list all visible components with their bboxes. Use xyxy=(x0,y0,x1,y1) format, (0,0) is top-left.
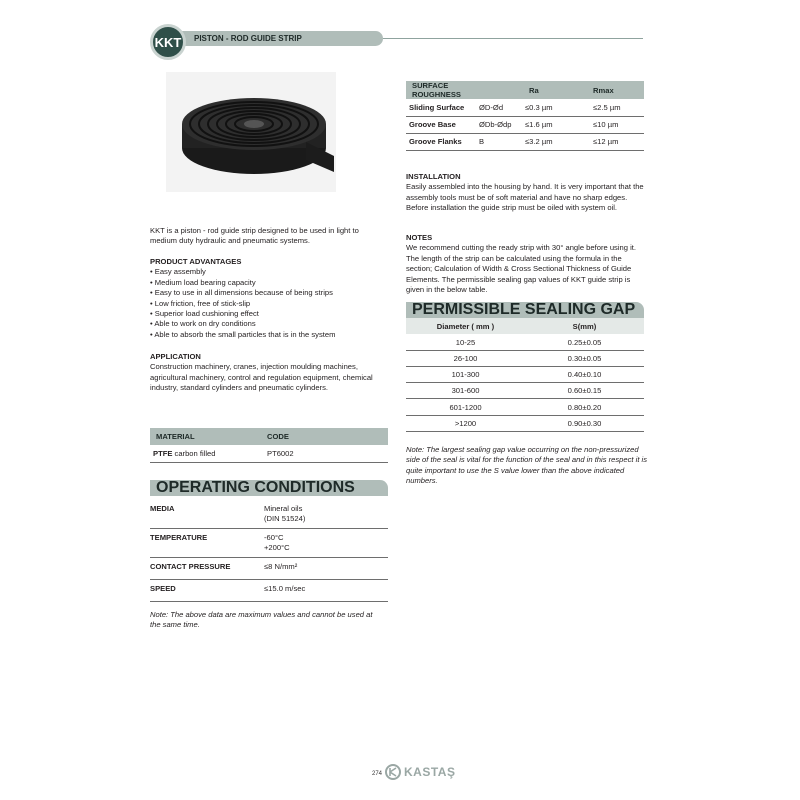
application-section xyxy=(150,352,386,394)
footer-logo xyxy=(385,764,455,780)
roughness-cell: ØD-Ød xyxy=(476,99,522,116)
roughness-cell: Groove Flanks xyxy=(406,133,476,150)
table-row xyxy=(406,133,644,150)
advantage-item: • Able to work on dry conditions xyxy=(150,319,256,329)
notes-section xyxy=(406,233,646,295)
table-row xyxy=(406,367,644,383)
advantage-item: • Easy to use in all dimensions because of being strips xyxy=(150,288,333,298)
header-title: PISTON - ROD GUIDE STRIP xyxy=(194,34,302,43)
notes-text: We recommend cutting the ready strip with 30° angle before using it. The length of the strip can be calculated using the formula in the section; Calculation of Width & Cross Sectional Thickness of Guide Elements. The permissible sealing gap values of KKT guide strip is given in the below table. xyxy=(406,243,636,295)
roughness-cell: ≤3.2 µm xyxy=(522,133,590,150)
notes-heading: NOTES xyxy=(406,233,433,242)
sealing-gap-table xyxy=(406,302,644,432)
surface-roughness-table xyxy=(406,81,644,151)
condition-value: -60°C +200°C xyxy=(264,532,290,553)
advantage-item: • Low friction, free of stick-slip xyxy=(150,298,251,308)
table-row xyxy=(150,580,388,602)
table-row xyxy=(150,529,388,558)
roughness-cell: ≤10 µm xyxy=(590,116,644,133)
header-badge: KKT xyxy=(150,24,186,60)
sealing-gap-note: Note: The largest sealing gap value occurring on the non-pressurized side of the seal is vital for the function of the seal and in this respect it is quite important to use the S value lower than the above indicated numbers. xyxy=(406,445,648,486)
roughness-col-header: Rmax xyxy=(593,85,614,95)
condition-key: MEDIA xyxy=(150,504,175,513)
sealing-gap-grid xyxy=(406,318,644,432)
roughness-col-header: Ra xyxy=(529,85,539,95)
header-title-bar xyxy=(178,31,383,46)
roughness-cell: ≤2.5 µm xyxy=(590,99,644,116)
page-number: 274 xyxy=(372,771,383,777)
gap-cell: 301-600 xyxy=(406,383,525,399)
sealing-gap-header xyxy=(406,318,644,334)
material-table xyxy=(150,428,388,463)
guide-strip-coil-icon xyxy=(166,72,336,192)
gap-cell: 101-300 xyxy=(406,367,525,383)
material-code: PT6002 xyxy=(264,445,388,462)
table-row xyxy=(150,445,388,462)
advantage-item: • Superior load cushioning effect xyxy=(150,309,259,319)
operating-conditions-table xyxy=(150,480,388,630)
brand-name: KASTAŞ xyxy=(404,765,456,779)
gap-cell: 0.30±0.05 xyxy=(525,350,644,366)
gap-cell: 0.90±0.30 xyxy=(525,415,644,431)
gap-col-header: Diameter ( mm ) xyxy=(406,318,525,334)
advantages-section xyxy=(150,257,386,340)
condition-key: SPEED xyxy=(150,583,176,593)
table-row xyxy=(406,99,644,116)
code-col-header: CODE xyxy=(267,432,289,441)
gap-cell: 601-1200 xyxy=(406,399,525,415)
gap-cell: 0.80±0.20 xyxy=(525,399,644,415)
table-row xyxy=(406,350,644,366)
roughness-col-header xyxy=(476,81,522,99)
material-name: PTFE carbon filled xyxy=(150,445,264,462)
gap-col-header: S(mm) xyxy=(525,318,644,334)
roughness-header xyxy=(406,81,644,99)
table-row xyxy=(406,399,644,415)
installation-section xyxy=(406,172,646,214)
installation-heading: INSTALLATION xyxy=(406,172,461,181)
table-row xyxy=(406,116,644,133)
roughness-cell: ≤12 µm xyxy=(590,133,644,150)
operating-conditions-title: OPERATING CONDITIONS xyxy=(150,480,388,496)
application-text: Construction machinery, cranes, injection moulding machines, agricultural machinery, control and regulation equipment, chemical industry, standard cylinders and pneumatic cylinders. xyxy=(150,362,373,393)
installation-text: Easily assembled into the housing by hand. It is very important that the assembly tools must be of soft material and have no sharp edges. Before installation the guide strip must be oiled with system oil. xyxy=(406,182,644,213)
condition-key: TEMPERATURE xyxy=(150,532,208,542)
gap-cell: 0.25±0.05 xyxy=(525,334,644,350)
product-image xyxy=(166,72,336,192)
condition-value: ≤15.0 m/sec xyxy=(264,583,306,593)
condition-value: Mineral oils (DIN 51524) xyxy=(264,504,306,524)
intro-text: KKT is a piston - rod guide strip designed to be used in light to medium duty hydraulic and pneumatic systems. xyxy=(150,226,359,246)
condition-key: CONTACT PRESSURE xyxy=(150,561,231,571)
advantage-item: • Able to absorb the small particles that is in the system xyxy=(150,329,336,339)
gap-cell: 10-25 xyxy=(406,334,525,350)
roughness-cell: Groove Base xyxy=(406,116,476,133)
advantage-item: • Easy assembly xyxy=(150,267,206,277)
advantage-item: • Medium load bearing capacity xyxy=(150,277,256,287)
material-table-header xyxy=(150,428,388,445)
brand-logo-icon xyxy=(385,764,401,780)
material-col-header: MATERIAL xyxy=(156,432,195,441)
roughness-cell: ≤1.6 µm xyxy=(522,116,590,133)
condition-value: ≤8 N/mm² xyxy=(264,561,298,571)
roughness-cell: Sliding Surface xyxy=(406,99,476,116)
table-row xyxy=(150,558,388,580)
gap-cell: 0.40±0.10 xyxy=(525,367,644,383)
table-row xyxy=(150,496,388,529)
roughness-cell: B xyxy=(476,133,522,150)
gap-cell: >1200 xyxy=(406,415,525,431)
table-row xyxy=(406,415,644,431)
advantages-heading: PRODUCT ADVANTAGES xyxy=(150,257,242,266)
gap-cell: 26-100 xyxy=(406,350,525,366)
roughness-cell: ≤0.3 µm xyxy=(522,99,590,116)
application-heading: APPLICATION xyxy=(150,352,201,361)
sealing-gap-title: PERMISSIBLE SEALING GAP xyxy=(406,302,644,318)
gap-cell: 0.60±0.15 xyxy=(525,383,644,399)
header-rule xyxy=(383,38,643,39)
table-row xyxy=(406,383,644,399)
roughness-cell: ØDb-Ødp xyxy=(476,116,522,133)
table-row xyxy=(406,334,644,350)
operating-note: Note: The above data are maximum values and cannot be used at the same time. xyxy=(150,609,373,630)
roughness-col-header: SURFACE ROUGHNESS xyxy=(412,81,461,99)
